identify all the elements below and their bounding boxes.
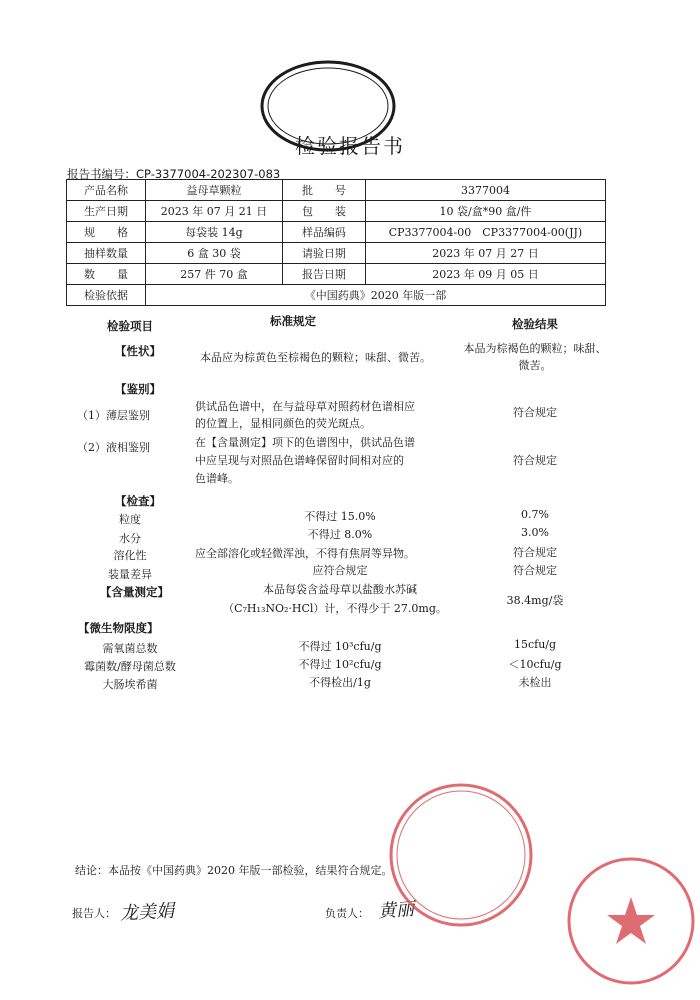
package-label: 包 装 (282, 201, 365, 222)
info-row (67, 222, 606, 243)
spec: 每袋装 14g (146, 222, 283, 243)
header-result: 检验结果 (512, 317, 558, 331)
assay-standard-line2: （C₇H₁₃NO₂·HCl）计，不得少于 27.0mg。 (223, 602, 447, 615)
star-icon (607, 897, 655, 944)
traits-standard: 本品应为棕黄色至棕褐色的颗粒；味甜、微苦。 (200, 351, 431, 364)
tlc-label: （1）薄层鉴别 (77, 409, 150, 422)
quality-dept-seal (565, 855, 697, 987)
tlc-result: 符合规定 (513, 406, 557, 419)
sample-code-label: 样品编码 (282, 222, 365, 243)
reporter-signature: 龙美娟 (119, 900, 175, 925)
sample-code: CP3377004-00 CP3377004-00(JJ) (365, 222, 605, 243)
spec-label: 规 格 (67, 222, 146, 243)
check-result: 符合规定 (513, 546, 557, 559)
info-row (67, 264, 606, 285)
section-identification: 【鉴别】 (115, 382, 161, 396)
section-assay: 【含量测定】 (100, 585, 169, 599)
document-title: 检验报告书 (295, 134, 405, 158)
tlc-standard-line1: 供试品色谱中，在与益母草对照药材色谱相应 (195, 400, 415, 413)
responsible-label: 负责人： (325, 907, 369, 920)
traits-result-line1: 本品为棕褐色的颗粒；味甜、 (463, 342, 607, 355)
micro-result: 未检出 (518, 676, 552, 689)
tlc-standard-line2: 的位置上，显相同颜色的荧光斑点。 (195, 417, 371, 430)
section-microbial: 【微生物限度】 (78, 621, 159, 635)
check-standard: 不得过 15.0% (304, 510, 376, 523)
section-traits: 【性状】 (115, 344, 161, 358)
assay-result: 38.4mg/袋 (506, 594, 564, 607)
micro-standard: 不得过 10³cfu/g (298, 640, 382, 653)
check-item: 水分 (119, 532, 141, 545)
hplc-label: （2）液相鉴别 (77, 441, 150, 454)
batch-no: 3377004 (365, 180, 605, 201)
check-item: 溶化性 (113, 549, 147, 562)
reporter-label: 报告人： (72, 907, 116, 920)
basis-label: 检验依据 (67, 285, 146, 306)
check-standard: 不得过 8.0% (307, 528, 373, 541)
report-number: 报告书编号：CP-3377004-202307-083 (67, 167, 281, 181)
hplc-standard-line3: 色谱峰。 (195, 472, 239, 485)
micro-item: 需氧菌总数 (102, 642, 158, 655)
hplc-standard-line1: 在【含量测定】项下的色谱图中，供试品色谱 (195, 436, 415, 449)
check-result: 3.0% (521, 526, 549, 539)
report-date-label: 报告日期 (282, 264, 365, 285)
conclusion: 结论：本品按《中国药典》2020 年版一部检验，结果符合规定。 (75, 864, 393, 877)
info-row (67, 285, 606, 306)
check-standard: 应全部溶化或轻微浑浊，不得有焦屑等异物。 (195, 547, 415, 560)
prod-date-label: 生产日期 (67, 201, 146, 222)
micro-standard: 不得过 10²cfu/g (298, 658, 382, 671)
product-name: 益母草颗粒 (146, 180, 283, 201)
hplc-result: 符合规定 (513, 454, 557, 467)
request-date: 2023 年 07 月 27 日 (365, 243, 605, 264)
check-result: 0.7% (521, 508, 549, 521)
check-item: 粒度 (119, 513, 141, 526)
check-item: 装量差异 (108, 568, 152, 581)
header-item: 检验项目 (107, 319, 153, 333)
assay-standard-line1: 本品每袋含益母草以盐酸水苏碱 (263, 583, 417, 596)
micro-item: 大肠埃希菌 (102, 678, 158, 691)
micro-result: 15cfu/g (513, 638, 557, 651)
company-seal (386, 780, 536, 930)
batch-label: 批 号 (282, 180, 365, 201)
prod-date: 2023 年 07 月 21 日 (146, 201, 283, 222)
sample-qty: 6 盒 30 袋 (146, 243, 283, 264)
responsible-signature: 黄丽 (377, 898, 415, 923)
micro-result: ＜10cfu/g (508, 658, 562, 671)
info-row (67, 180, 606, 201)
sample-qty-label: 抽样数量 (67, 243, 146, 264)
info-table (66, 179, 606, 306)
section-checks: 【检查】 (115, 494, 161, 508)
product-name-label: 产品名称 (67, 180, 146, 201)
check-standard: 应符合规定 (312, 564, 368, 577)
info-row (67, 201, 606, 222)
header-standard: 标准规定 (270, 314, 316, 328)
hplc-standard-line2: 中应呈现与对照品色谱峰保留时间相对应的 (195, 454, 404, 467)
quantity-label: 数 量 (67, 264, 146, 285)
report-date: 2023 年 09 月 05 日 (365, 264, 605, 285)
check-result: 符合规定 (513, 564, 557, 577)
request-date-label: 请验日期 (282, 243, 365, 264)
quantity: 257 件 70 盒 (146, 264, 283, 285)
traits-result-line2: 微苦。 (518, 359, 552, 372)
info-row (67, 243, 606, 264)
package: 10 袋/盒*90 盒/件 (365, 201, 605, 222)
basis: 《中国药典》2020 年版一部 (146, 285, 606, 306)
micro-standard: 不得检出/1g (309, 676, 371, 689)
micro-item: 霉菌数/酵母菌总数 (84, 660, 176, 673)
